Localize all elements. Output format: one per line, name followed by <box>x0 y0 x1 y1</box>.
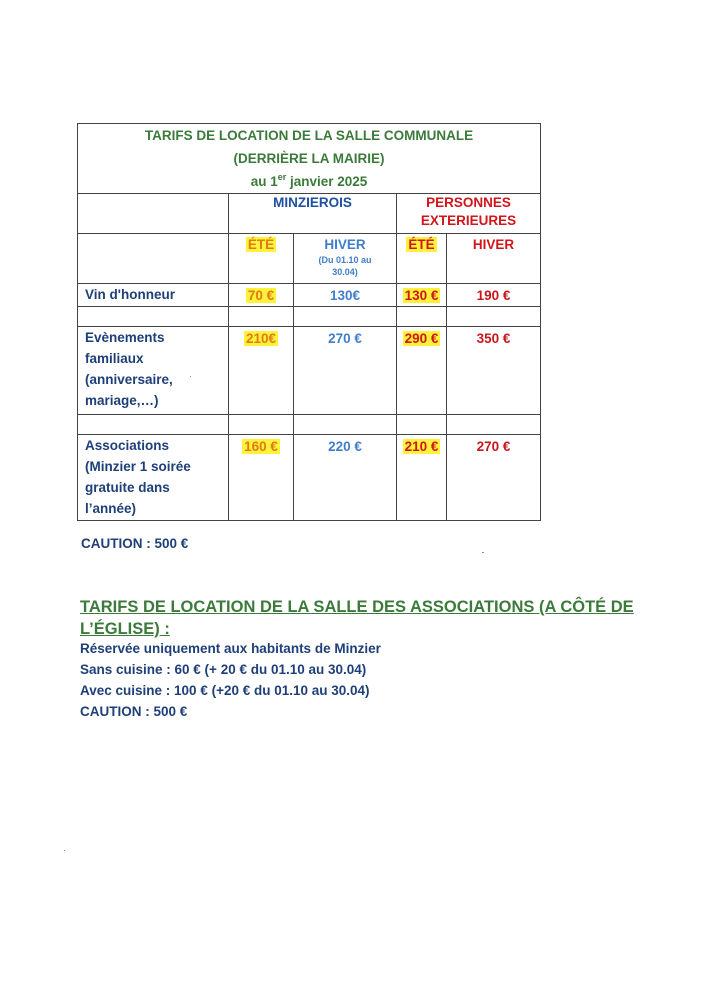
scan-speck <box>64 850 65 851</box>
col-header-ete-minz <box>229 234 294 284</box>
price-value: 210 € <box>404 439 439 454</box>
title-date-prefix: au 1 <box>250 174 278 189</box>
title-date-sup: er <box>277 172 287 182</box>
col-header-hiver-ext <box>447 234 541 284</box>
col-hiver-ext-label: HIVER <box>472 237 515 252</box>
row-label-line: Evènements <box>85 330 165 345</box>
col-hiver-minz-label: HIVER <box>324 237 366 252</box>
table-title <box>78 124 541 194</box>
price-cell <box>447 327 541 415</box>
spacer-cell <box>397 307 447 327</box>
price-cell <box>397 327 447 415</box>
table-title-line1: TARIFS DE LOCATION DE LA SALLE COMMUNALE <box>144 128 474 143</box>
price-value: 270 € <box>328 331 362 346</box>
spacer-cell <box>447 415 541 435</box>
col-ete-minz-label: ÉTÉ <box>247 237 275 252</box>
col-header-ete-ext <box>397 234 447 284</box>
assoc-line-caution: CAUTION : 500 € <box>80 704 188 719</box>
price-cell <box>447 284 541 307</box>
group-header-minzierois <box>229 194 397 234</box>
row-label-line: Associations <box>85 438 170 453</box>
col-ete-ext-label: ÉTÉ <box>408 237 435 252</box>
spacer-cell <box>294 307 397 327</box>
price-value: 130€ <box>329 288 361 303</box>
row-label-evenements <box>78 327 229 415</box>
price-cell <box>229 284 294 307</box>
row-label-vin-honneur <box>78 284 229 307</box>
row-label-line: gratuite dans <box>85 480 170 495</box>
price-value: 130 € <box>404 288 439 303</box>
scan-speck <box>482 552 484 553</box>
price-cell <box>294 284 397 307</box>
price-cell <box>229 435 294 521</box>
price-cell <box>397 435 447 521</box>
row-label-line: mariage,…) <box>85 393 159 408</box>
col-header-hiver-minz <box>294 234 397 284</box>
row-label-line: Vin d'honneur <box>85 287 175 302</box>
hiver-period-note-line1: (Du 01.10 au <box>318 255 372 265</box>
price-value: 290 € <box>404 331 439 346</box>
row-label-line: l’année) <box>85 501 137 516</box>
price-cell <box>447 435 541 521</box>
assoc-line-reservee: Réservée uniquement aux habitants de Minzier <box>80 641 381 656</box>
spacer-cell <box>294 415 397 435</box>
assoc-section-title: TARIFS DE LOCATION DE LA SALLE DES ASSOCIATIONS (A CÔTÉ DE L’ÉGLISE) : <box>80 598 634 638</box>
price-cell <box>229 327 294 415</box>
spacer-cell <box>229 415 294 435</box>
table-title-line2: (DERRIÈRE LA MAIRIE) <box>233 151 385 166</box>
spacer-cell <box>397 415 447 435</box>
tarifs-salle-communale-table <box>77 123 541 521</box>
title-date-suffix: janvier 2025 <box>286 174 368 189</box>
price-value: 210€ <box>245 331 277 346</box>
caution-communale: CAUTION : 500 € <box>81 536 189 551</box>
spacer-cell <box>447 307 541 327</box>
row-label-line: familiaux <box>85 351 144 366</box>
price-value: 70 € <box>247 288 275 303</box>
group-ext-line2: EXTERIEURES <box>420 213 517 228</box>
table-title-line3 <box>78 170 540 193</box>
group-header-exterieures <box>397 194 541 234</box>
group-ext-line1: PERSONNES <box>426 195 511 210</box>
subheader-empty-cell <box>78 234 229 284</box>
assoc-line-sans-cuisine: Sans cuisine : 60 € (+ 20 € du 01.10 au 30.04) <box>80 662 367 677</box>
scan-speck <box>190 376 191 377</box>
price-cell <box>294 327 397 415</box>
price-cell <box>397 284 447 307</box>
spacer-cell <box>229 307 294 327</box>
header-empty-cell <box>78 194 229 234</box>
spacer-cell <box>78 415 229 435</box>
spacer-cell <box>78 307 229 327</box>
price-value: 160 € <box>244 439 278 454</box>
price-cell <box>294 435 397 521</box>
row-label-line: (anniversaire, <box>85 372 173 387</box>
hiver-period-note-line2: 30.04) <box>332 267 358 277</box>
group-minzierois-label: MINZIEROIS <box>273 195 352 210</box>
row-label-line: (Minzier 1 soirée <box>85 459 191 474</box>
assoc-line-avec-cuisine: Avec cuisine : 100 € (+20 € du 01.10 au 30.04) <box>80 683 370 698</box>
price-value: 350 € <box>476 331 511 346</box>
row-label-associations <box>78 435 229 521</box>
price-value: 270 € <box>476 439 511 454</box>
price-value: 220 € <box>328 439 362 454</box>
price-value: 190 € <box>476 288 511 303</box>
